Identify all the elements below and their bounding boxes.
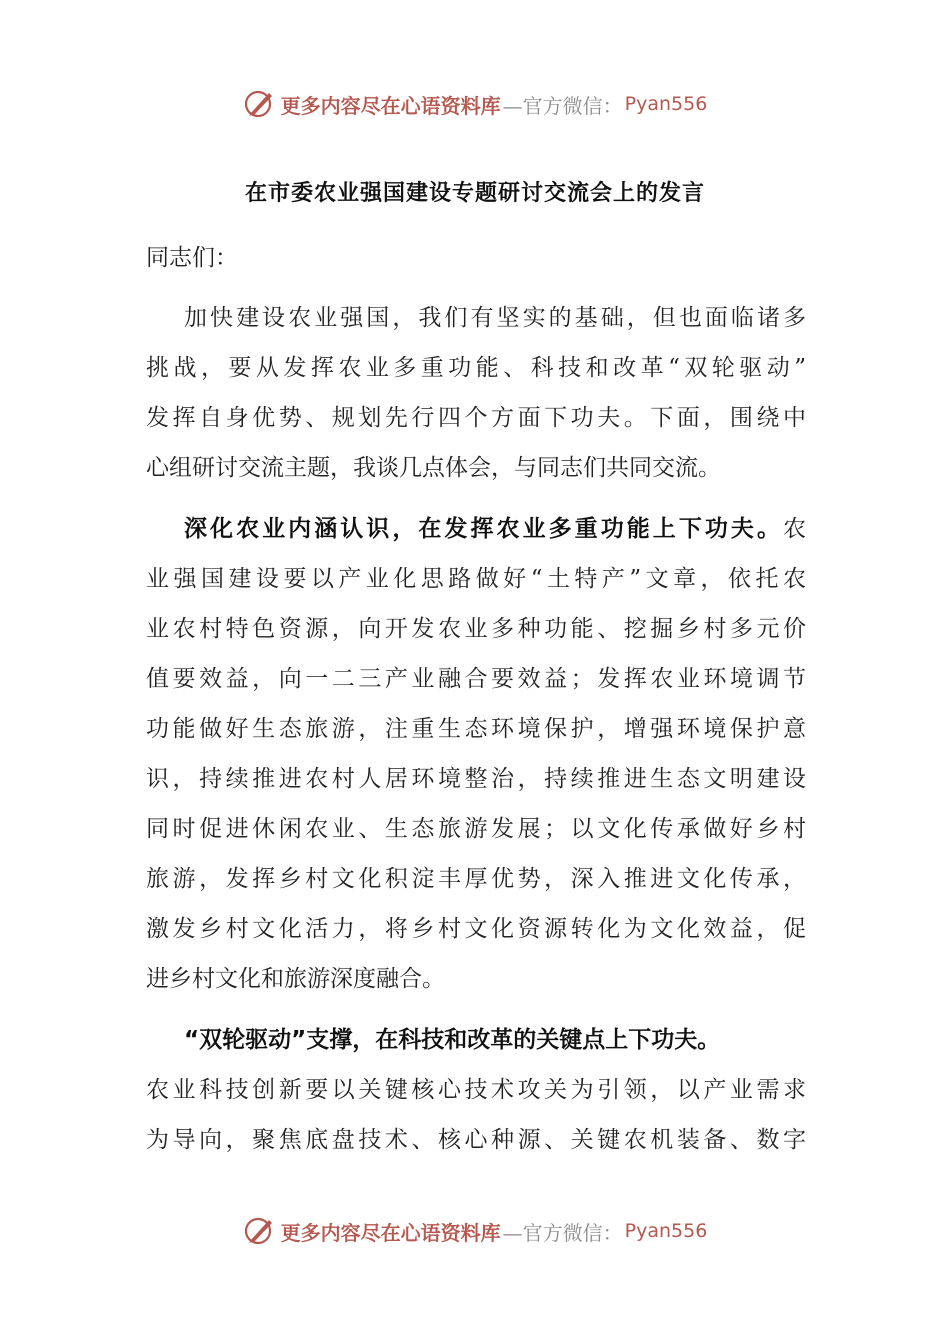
paragraph-1-line-3: 发挥自身优势、规划先行四个方面下功夫。下面，围绕中 bbox=[146, 405, 806, 431]
paragraph-2-line-2: 业农村特色资源，向开发农业多种功能、挖掘乡村多元价 bbox=[146, 616, 806, 642]
paragraph-3-line-2: 为导向，聚焦底盘技术、核心种源、关键农机装备、数字 bbox=[146, 1127, 806, 1153]
paragraph-1-line-1: 加快建设农业强国，我们有坚实的基础，但也面临诸多 bbox=[184, 305, 806, 331]
paragraph-1-line-4: 心组研讨交流主题，我谈几点体会，与同志们共同交流。 bbox=[146, 455, 721, 481]
paragraph-3-heading: “双轮驱动”支撑，在科技和改革的关键点上下功夫。 bbox=[184, 1027, 721, 1053]
paragraph-2-line-1: 业强国建设要以产业化思路做好“土特产”文章，依托农 bbox=[146, 566, 806, 592]
paragraph-1-line-2: 挑战，要从发挥农业多重功能、科技和改革“双轮驱动” bbox=[146, 355, 806, 381]
watermark-banner-top bbox=[0, 84, 950, 124]
paragraph-2-line-6: 同时促进休闲农业、生态旅游发展；以文化传承做好乡村 bbox=[146, 816, 806, 842]
paragraph-2-heading-tail: 农 bbox=[783, 516, 806, 542]
watermark-text-official: —官方微信： bbox=[502, 1220, 623, 1245]
document-title: 在市委农业强国建设专题研讨交流会上的发言 bbox=[244, 181, 705, 206]
salutation: 同志们： bbox=[146, 245, 238, 271]
watermark-banner-bottom bbox=[0, 1211, 950, 1251]
paragraph-2-line-3: 值要效益，向一二三产业融合要效益；发挥农业环境调节 bbox=[146, 666, 806, 692]
paragraph-2-line-5: 识，持续推进农村人居环境整治，持续推进生态文明建设 bbox=[146, 766, 806, 792]
watermark-text-main: 更多内容尽在心语资料库 bbox=[280, 93, 501, 118]
watermark-text-main: 更多内容尽在心语资料库 bbox=[280, 1220, 501, 1245]
paragraph-2-line-9: 进乡村文化和旅游深度融合。 bbox=[146, 966, 445, 992]
paragraph-2-line-7: 旅游，发挥乡村文化积淀丰厚优势，深入推进文化传承， bbox=[146, 866, 806, 892]
paragraph-2-line-4: 功能做好生态旅游，注重生态环境保护，增强环境保护意 bbox=[146, 716, 806, 742]
paragraph-2-line-8: 激发乡村文化活力，将乡村文化资源转化为文化效益，促 bbox=[146, 916, 806, 942]
paragraph-2-heading-line bbox=[184, 514, 806, 544]
quill-pen-logo-icon bbox=[243, 87, 277, 121]
paragraph-2-heading: 深化农业内涵认识，在发挥农业多重功能上下功夫。 bbox=[184, 516, 783, 542]
watermark-text-official: —官方微信： bbox=[502, 93, 623, 118]
paragraph-3-line-1: 农业科技创新要以关键核心技术攻关为引领，以产业需求 bbox=[146, 1077, 806, 1103]
watermark-text-id: Pyan556 bbox=[624, 1220, 708, 1242]
paragraph-3-heading-line bbox=[184, 1025, 806, 1055]
watermark-text-id: Pyan556 bbox=[624, 93, 708, 115]
quill-pen-logo-icon bbox=[243, 1214, 277, 1248]
